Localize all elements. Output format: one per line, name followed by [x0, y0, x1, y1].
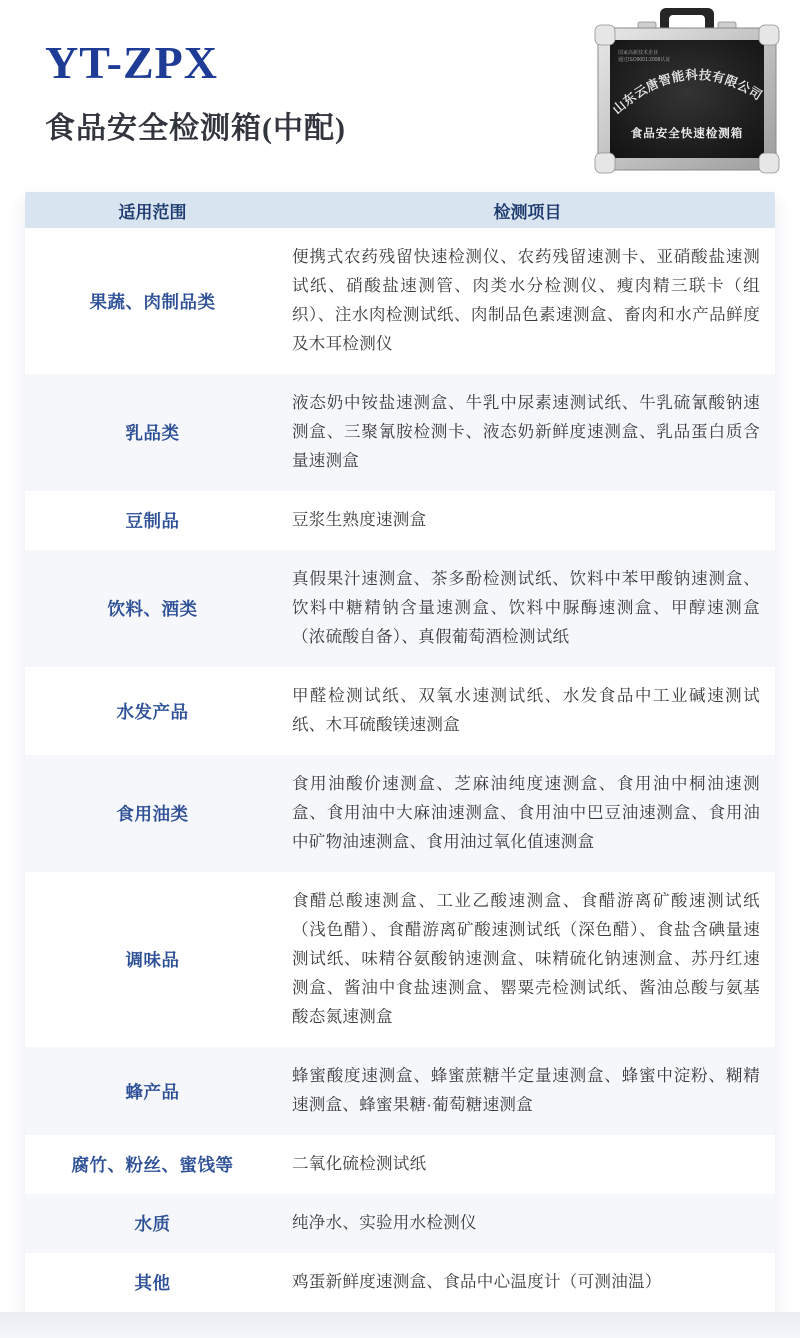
header-text — [45, 38, 346, 147]
page-bottom-band — [0, 1312, 800, 1338]
items-text: 甲醛检测试纸、双氧水速测试纸、水发食品中工业碱速测试纸、木耳硫酸镁速测盒 — [292, 687, 760, 734]
spec-table — [25, 192, 775, 1312]
items-text: 食用油酸价速测盒、芝麻油纯度速测盒、食用油中桐油速测盒、食用油中大麻油速测盒、食用油中巴豆油速测盒、食用油中矿物油速测盒、食用油过氧化值速测盒 — [292, 775, 760, 851]
column-header-items: 检测项目 — [493, 202, 562, 222]
cert-line2: 通过ISO9001:2008认证 — [618, 57, 671, 63]
items-cell — [280, 755, 775, 872]
table-row — [25, 1135, 775, 1194]
table-row — [25, 550, 775, 667]
model-number: YT-ZPX — [45, 37, 218, 88]
table-row — [25, 491, 775, 550]
items-cell — [280, 550, 775, 667]
items-cell — [280, 872, 775, 1047]
table-row — [25, 872, 775, 1047]
table-body — [25, 228, 775, 1312]
items-text: 纯净水、实验用水检测仪 — [292, 1214, 477, 1232]
items-cell — [280, 374, 775, 491]
scope-cell: 豆制品 — [125, 511, 180, 531]
items-cell — [280, 667, 775, 755]
page-title: 食品安全检测箱(中配) — [45, 111, 346, 145]
detection-case-illustration — [582, 4, 792, 176]
items-cell — [280, 1135, 775, 1194]
items-cell — [280, 1253, 775, 1312]
case-handle — [660, 8, 714, 28]
items-cell — [280, 1047, 775, 1135]
table-row — [25, 667, 775, 755]
items-cell — [280, 1194, 775, 1253]
header — [0, 0, 800, 192]
scope-cell: 腐竹、粉丝、蜜饯等 — [71, 1155, 234, 1175]
column-header-scope: 适用范围 — [118, 202, 187, 222]
table-row — [25, 1253, 775, 1312]
scope-cell: 饮料、酒类 — [107, 599, 198, 619]
items-text: 便携式农药残留快速检测仪、农药残留速测卡、亚硝酸盐速测试纸、硝酸盐速测管、肉类水分检测仪、瘦肉精三联卡（组织）、注水肉检测试纸、肉制品色素速测盒、畜肉和水产品鲜度及木耳检测仪 — [292, 248, 760, 353]
scope-cell: 水质 — [134, 1214, 171, 1234]
product-case-image — [582, 4, 792, 176]
items-text: 豆浆生熟度速测盒 — [292, 511, 427, 529]
case-label: 食品安全快速检测箱 — [630, 128, 744, 140]
table-row — [25, 374, 775, 491]
items-text: 食醋总酸速测盒、工业乙酸速测盒、食醋游离矿酸速测试纸（浅色醋）、食醋游离矿酸速测试纸（深色醋）、食盐含碘量速测试纸、味精谷氨酸钠速测盒、味精硫化钠速测盒、苏丹红速测盒、酱油中食盐速测盒、罂粟壳检测试纸、酱油总酸与氨基酸态氮速测盒 — [292, 892, 760, 1026]
items-text: 蜂蜜酸度速测盒、蜂蜜蔗糖半定量速测盒、蜂蜜中淀粉、糊精速测盒、蜂蜜果糖·葡萄糖速测盒 — [292, 1067, 760, 1114]
scope-cell: 食用油类 — [116, 804, 189, 824]
items-cell — [280, 491, 775, 550]
table-header-row — [25, 192, 775, 228]
scope-cell: 乳品类 — [125, 423, 180, 443]
items-text: 液态奶中铵盐速测盒、牛乳中尿素速测试纸、牛乳硫氰酸钠速测盒、三聚氰胺检测卡、液态奶新鲜度速测盒、乳品蛋白质含量速测盒 — [292, 394, 760, 470]
table-row — [25, 755, 775, 872]
scope-cell: 水发产品 — [116, 701, 189, 722]
table-row — [25, 228, 775, 374]
items-text: 真假果汁速测盒、茶多酚检测试纸、饮料中苯甲酸钠速测盒、饮料中糖精钠含量速测盒、饮料中脲酶速测盒、甲醇速测盒（浓硫酸自备）、真假葡萄酒检测试纸 — [292, 570, 760, 646]
case-company-name: 山东云唐智能科技有限公司 — [609, 67, 765, 117]
scope-cell: 果蔬、肉制品类 — [89, 291, 216, 312]
cert-line1: 国家高新技术企业 — [618, 50, 659, 56]
table-row — [25, 1194, 775, 1253]
scope-cell: 其他 — [134, 1273, 171, 1293]
items-text: 鸡蛋新鲜度速测盒、食品中心温度计（可测油温） — [292, 1273, 662, 1291]
items-text: 二氧化硫检测试纸 — [292, 1155, 427, 1173]
table-row — [25, 1047, 775, 1135]
items-cell — [280, 228, 775, 374]
scope-cell: 蜂产品 — [125, 1081, 180, 1102]
scope-cell: 调味品 — [125, 950, 180, 970]
